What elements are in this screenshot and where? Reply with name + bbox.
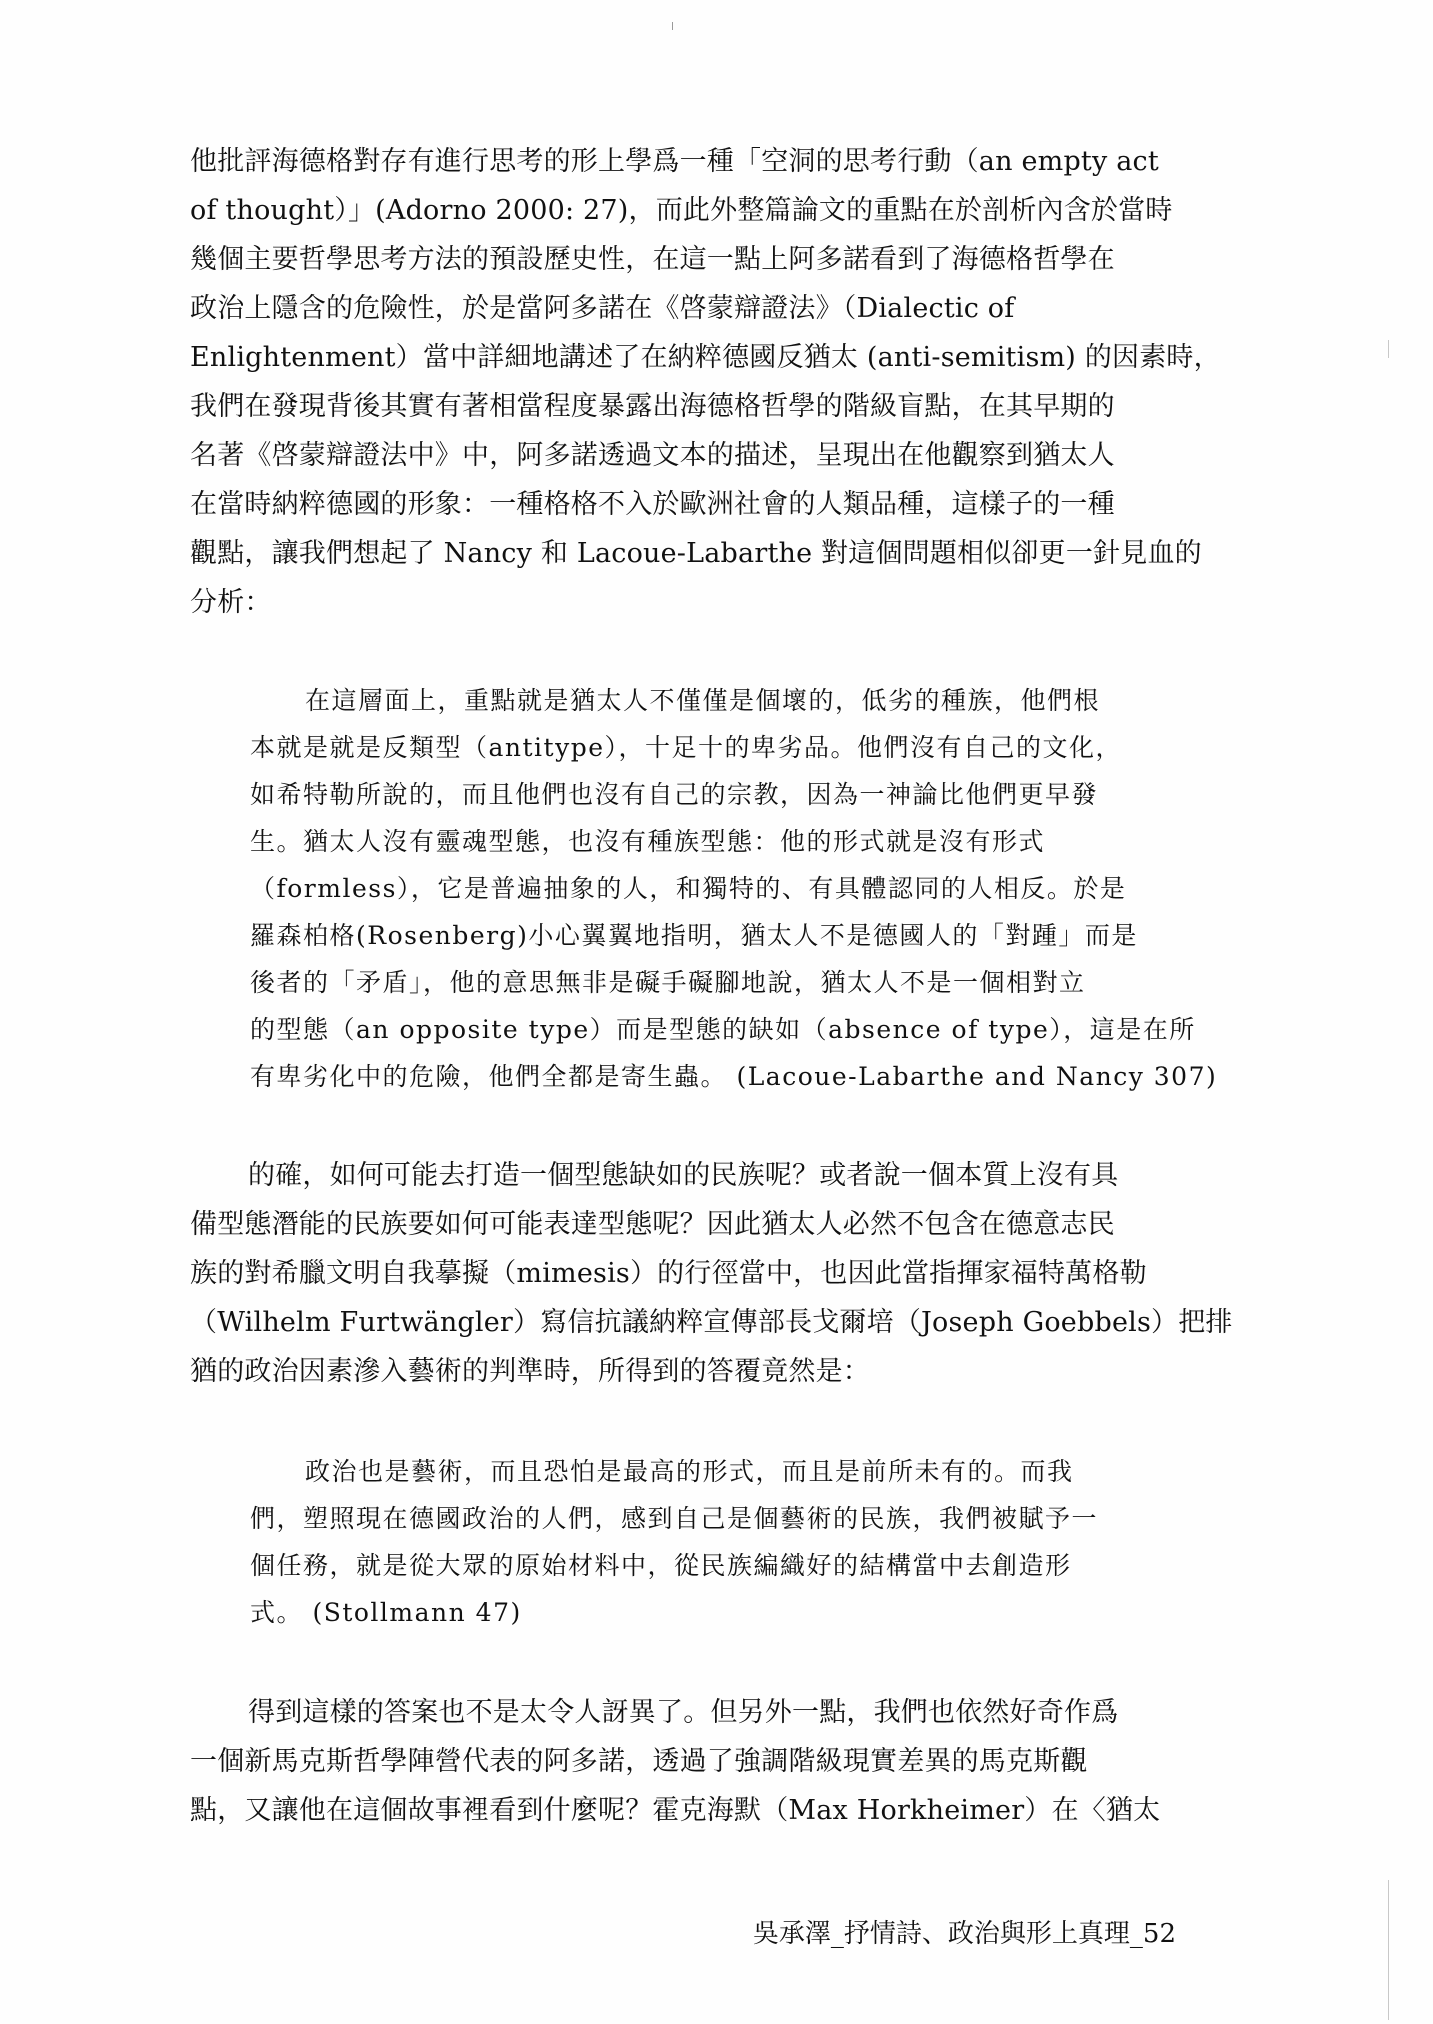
block-quote-2-line: 個任務，就是從大眾的原始材料中，從民族編織好的結構當中去創造形 — [250, 1551, 1072, 1580]
paragraph-3-line: 點，又讓他在這個故事裡看到什麼呢？霍克海默（Max Horkheimer）在〈猶太 — [190, 1795, 1161, 1826]
paragraph-1-line: 分析： — [190, 587, 272, 618]
block-quote-1-line: 生。猶太人沒有靈魂型態，也沒有種族型態：他的形式就是沒有形式 — [250, 827, 1046, 856]
scan-artifact — [1388, 1880, 1389, 2020]
block-quote-2-line: 式。 (Stollmann 47) — [250, 1598, 522, 1627]
paragraph-1-line: of thought）」(Adorno 2000: 27)，而此外整篇論文的重點在於剖析內含於當時 — [190, 195, 1173, 226]
paragraph-3-line: 得到這樣的答案也不是太令人訝異了。但另外一點，我們也依然好奇作爲 — [248, 1697, 1119, 1728]
paragraph-2-line: （Wilhelm Furtwängler）寫信抗議納粹宣傳部長戈爾培（Joseph Goebbels）把排 — [190, 1307, 1233, 1338]
scan-artifact — [1388, 340, 1389, 358]
scan-artifact — [672, 22, 673, 30]
paragraph-2-line: 備型態潛能的民族要如何可能表達型態呢？因此猶太人必然不包含在德意志民 — [190, 1209, 1115, 1240]
paragraph-1-line: 他批評海德格對存有進行思考的形上學爲一種「空洞的思考行動（an empty act — [190, 146, 1159, 177]
page-footer: 吳承澤_抒情詩、政治與形上真理_52 — [752, 1919, 1176, 1949]
paragraph-1-line: 名著《啓蒙辯證法中》中，阿多諾透過文本的描述，呈現出在他觀察到猶太人 — [190, 440, 1115, 471]
paragraph-1-line: 幾個主要哲學思考方法的預設歷史性，在這一點上阿多諾看到了海德格哲學在 — [190, 244, 1115, 275]
paragraph-2-line: 猶的政治因素滲入藝術的判準時，所得到的答覆竟然是： — [190, 1356, 870, 1387]
paragraph-1-line: 政治上隱含的危險性，於是當阿多諾在《啓蒙辯證法》（Dialectic of — [190, 293, 1015, 324]
paragraph-3-line: 一個新馬克斯哲學陣營代表的阿多諾，透過了強調階級現實差異的馬克斯觀 — [190, 1746, 1088, 1777]
block-quote-2-line: 們，塑照現在德國政治的人們，感到自己是個藝術的民族，我們被賦予一 — [250, 1504, 1099, 1533]
block-quote-1-line: 後者的「矛盾」，他的意思無非是礙手礙腳地說，猶太人不是一個相對立 — [250, 968, 1086, 997]
block-quote-2-line: 政治也是藝術，而且恐怕是最高的形式，而且是前所未有的。而我 — [305, 1457, 1074, 1486]
paragraph-1-line: Enlightenment）當中詳細地講述了在納粹德國反猶太 (anti-semitism) 的因素時， — [190, 342, 1221, 373]
paragraph-2-line: 族的對希臘文明自我摹擬（mimesis）的行徑當中，也因此當指揮家福特萬格勒 — [190, 1258, 1147, 1289]
paragraph-1-line: 觀點，讓我們想起了 Nancy 和 Lacoue-Labarthe 對這個問題相似卻更一針見血的 — [190, 538, 1202, 569]
paragraph-1-line: 我們在發現背後其實有著相當程度暴露出海德格哲學的階級盲點，在其早期的 — [190, 391, 1115, 422]
block-quote-1-line: 的型態（an opposite type）而是型態的缺如（absence of type），這是在所 — [250, 1015, 1196, 1044]
block-quote-1-line: 如希特勒所說的，而且他們也沒有自己的宗教，因為一神論比他們更早發 — [250, 780, 1099, 809]
block-quote-1-line: （formless），它是普遍抽象的人，和獨特的、有具體認同的人相反。於是 — [250, 874, 1127, 903]
block-quote-1-line: 有卑劣化中的危險，他們全都是寄生蟲。 (Lacoue-Labarthe and Nancy 307) — [250, 1062, 1218, 1091]
block-quote-1-line: 本就是就是反類型（antitype），十足十的卑劣品。他們沒有自己的文化， — [250, 733, 1123, 762]
block-quote-1-line: 羅森柏格(Rosenberg)小心翼翼地指明，猶太人不是德國人的「對踵」而是 — [250, 921, 1138, 950]
paragraph-1-line: 在當時納粹德國的形象：一種格格不入於歐洲社會的人類品種，這樣子的一種 — [190, 489, 1115, 520]
block-quote-1-line: 在這層面上，重點就是猶太人不僅僅是個壞的，低劣的種族，他們根 — [305, 686, 1101, 715]
paragraph-2-line: 的確，如何可能去打造一個型態缺如的民族呢？或者說一個本質上沒有具 — [248, 1160, 1119, 1191]
